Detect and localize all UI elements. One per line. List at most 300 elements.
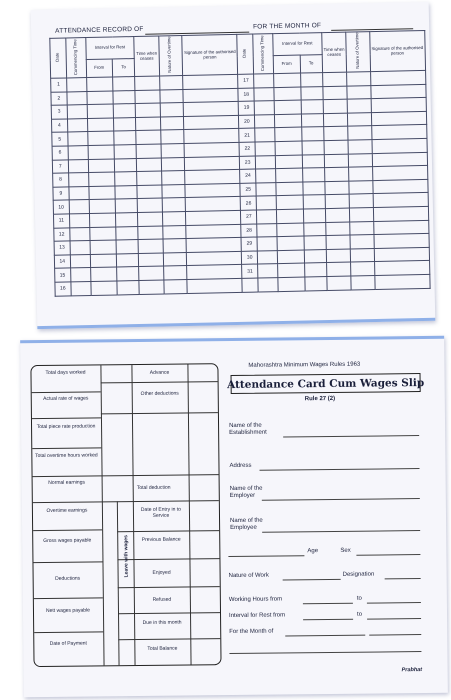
entry-cell <box>87 118 114 132</box>
date-cell: 8 <box>53 173 69 187</box>
entry-cell <box>87 104 114 118</box>
grid-hline <box>34 597 103 599</box>
field-address: Address <box>229 462 252 470</box>
field-hours-to: to <box>356 595 362 602</box>
entry-cell <box>274 100 301 114</box>
entry-cell <box>69 227 89 241</box>
wages-slip-sheet <box>20 336 448 697</box>
date-cell: 25 <box>240 183 256 197</box>
entry-cell <box>302 154 324 168</box>
col-interval: Interval for Rest <box>85 37 134 60</box>
entry-cell <box>139 280 164 294</box>
slip-title: Attendance Card Cum Wages Slip <box>231 373 421 394</box>
employee-line <box>262 530 420 533</box>
entry-cell <box>303 209 325 223</box>
entry-cell <box>117 267 139 281</box>
entry-cell <box>116 226 138 240</box>
entry-cell <box>68 146 88 160</box>
field-establishment: Name of the Establishment <box>229 422 267 437</box>
label-refused: Refused <box>152 596 172 603</box>
field-interval-rest: Interval for Rest from <box>229 612 286 620</box>
hours-to-line <box>367 602 421 604</box>
entry-cell <box>69 213 89 227</box>
date-cell: 19 <box>239 101 255 115</box>
entry-cell <box>184 142 240 157</box>
entry-cell <box>276 182 303 196</box>
entry-cell <box>183 88 239 103</box>
entry-cell <box>254 74 274 88</box>
entry-cell <box>304 263 326 277</box>
entry-cell <box>137 158 162 172</box>
entry-cell <box>372 179 428 194</box>
entry-cell <box>187 265 243 280</box>
entry-cell <box>324 167 349 181</box>
entry-cell <box>138 239 163 253</box>
label-total-deduction: Total deduction <box>136 484 171 492</box>
entry-cell <box>301 113 323 127</box>
field-month: For the Month of <box>229 628 274 636</box>
entry-cell <box>277 250 304 264</box>
entry-cell <box>302 168 324 182</box>
entry-cell <box>255 128 275 142</box>
label-due-this-month: Due in this month <box>142 619 182 626</box>
label-overtime-earnings: Overtime earnings <box>46 507 88 514</box>
entry-cell <box>89 199 116 213</box>
entry-cell <box>371 111 427 126</box>
col-overtime-2: Nature of Overtime <box>346 32 370 72</box>
col-ceases-2: Time when ceases <box>322 32 347 73</box>
entry-cell <box>373 220 429 235</box>
label-gross-wages: Gross wages payable <box>43 537 92 544</box>
entry-cell <box>185 183 241 198</box>
entry-cell <box>324 154 349 168</box>
field-sex: Sex <box>340 547 351 554</box>
entry-cell <box>350 235 374 249</box>
date-cell: 11 <box>53 214 69 228</box>
entry-cell <box>161 171 185 185</box>
entry-cell <box>347 99 371 113</box>
address-line <box>260 468 420 471</box>
entry-cell <box>161 143 185 157</box>
entry-cell <box>351 262 375 276</box>
date-cell: 4 <box>51 119 67 133</box>
entry-cell <box>183 74 239 89</box>
entry-cell <box>256 210 276 224</box>
entry-cell <box>68 186 88 200</box>
label-nett-wages: Nett wages payable <box>45 607 90 614</box>
extra-line <box>229 651 421 654</box>
entry-cell <box>90 267 117 281</box>
entry-cell <box>277 223 304 237</box>
entry-cell <box>136 130 161 144</box>
entry-cell <box>87 131 114 145</box>
entry-cell <box>88 159 115 173</box>
entry-cell <box>88 186 115 200</box>
month-line-2 <box>369 634 421 636</box>
entry-cell <box>139 266 164 280</box>
entry-cell <box>160 130 184 144</box>
attendance-record-sheet <box>31 2 436 329</box>
date-cell: 14 <box>54 255 70 269</box>
label-piece-rate: Total piece rate production <box>36 423 96 431</box>
month-line <box>285 635 365 637</box>
entry-cell <box>183 102 239 117</box>
entry-cell <box>371 98 427 113</box>
date-cell: 22 <box>240 142 256 156</box>
entry-cell <box>86 91 113 105</box>
entry-cell <box>303 195 325 209</box>
entry-cell <box>160 103 184 117</box>
entry-cell <box>278 263 305 277</box>
entry-cell <box>89 213 116 227</box>
entry-cell <box>116 212 138 226</box>
entry-cell <box>374 261 430 276</box>
entry-cell <box>185 197 241 212</box>
entry-cell <box>186 251 242 266</box>
entry-cell <box>117 280 139 294</box>
entry-cell <box>160 116 184 130</box>
rule-number: Rule 27 (2) <box>304 395 336 403</box>
entry-cell <box>300 86 322 100</box>
entry-cell <box>185 170 241 185</box>
label-normal-earnings: Normal earnings <box>48 479 86 486</box>
grid-hline <box>33 475 102 477</box>
designation-line <box>385 578 421 579</box>
attendance-table <box>49 30 430 296</box>
label-other-deductions: Other deductions <box>140 390 179 397</box>
entry-cell <box>348 112 372 126</box>
label-actual-rate: Actual rate of wages <box>43 395 89 402</box>
entry-cell <box>163 239 187 253</box>
entry-cell <box>373 234 429 249</box>
entry-cell <box>136 117 161 131</box>
interval-from-line <box>303 619 353 621</box>
entry-cell <box>183 115 239 130</box>
entry-cell <box>323 113 348 127</box>
date-cell: 9 <box>53 187 69 201</box>
entry-cell <box>184 129 240 144</box>
entry-cell <box>349 194 373 208</box>
entry-cell <box>370 70 426 85</box>
col-to: To <box>112 59 135 77</box>
publisher-logo: Prabhat <box>401 667 423 674</box>
entry-cell <box>323 99 348 113</box>
entry-cell <box>137 185 162 199</box>
attendance-record-title: ATTENDANCE RECORD OF <box>55 25 144 35</box>
entry-cell <box>322 72 347 86</box>
date-cell: 12 <box>54 227 70 241</box>
entry-cell <box>274 87 301 101</box>
entry-cell <box>135 90 160 104</box>
entry-cell <box>163 266 187 280</box>
entry-cell <box>257 237 277 251</box>
grid-hline <box>33 500 219 503</box>
date-cell: 13 <box>54 241 70 255</box>
col-interval-2: Interval for Rest <box>273 33 322 56</box>
month-label: FOR THE MONTH OF <box>253 22 322 31</box>
entry-cell <box>162 225 186 239</box>
entry-cell <box>274 73 301 87</box>
entry-cell <box>254 114 274 128</box>
col-commencing-2: Commencing Time <box>253 34 274 74</box>
label-date-of-entry: Date of Entry in to Service <box>140 506 181 519</box>
entry-cell <box>304 249 326 263</box>
entry-cell <box>135 103 160 117</box>
entry-cell <box>137 198 162 212</box>
date-cell: 27 <box>241 210 257 224</box>
entry-cell <box>88 145 115 159</box>
date-cell: 21 <box>239 128 255 142</box>
date-cell: 1 <box>51 78 67 92</box>
entry-cell <box>275 141 302 155</box>
entry-cell <box>350 208 374 222</box>
entry-cell <box>67 105 87 119</box>
entry-cell <box>113 104 135 118</box>
entry-cell <box>254 101 274 115</box>
employer-line <box>262 498 420 501</box>
entry-cell <box>351 275 375 289</box>
date-cell: 28 <box>241 224 257 238</box>
label-total-balance: Total Balance <box>147 645 178 652</box>
grid-hline <box>117 530 219 532</box>
entry-cell <box>348 153 372 167</box>
entry-cell <box>161 157 185 171</box>
entry-cell <box>278 277 305 291</box>
grid-hline <box>34 631 103 633</box>
entry-cell <box>162 198 186 212</box>
label-previous-balance: Previous Balance <box>141 536 181 543</box>
entry-cell <box>184 156 240 171</box>
entry-cell <box>373 193 429 208</box>
col-from-2: From <box>273 55 300 74</box>
entry-cell <box>326 222 351 236</box>
entry-cell <box>302 141 324 155</box>
entry-cell <box>255 155 275 169</box>
entry-cell <box>304 236 326 250</box>
entry-cell <box>186 237 242 252</box>
grid-hline <box>102 474 219 476</box>
col-overtime: Nature of Overtime <box>158 36 182 76</box>
entry-cell <box>136 144 161 158</box>
entry-cell <box>256 169 276 183</box>
date-cell: 3 <box>51 105 67 119</box>
date-cell: 29 <box>241 237 257 251</box>
entry-cell <box>371 125 427 140</box>
label-overtime-hours: Total overtime hours worked <box>35 452 98 460</box>
entry-cell <box>276 168 303 182</box>
label-deductions: Deductions <box>55 575 81 582</box>
entry-cell <box>372 166 428 181</box>
entry-cell <box>66 91 86 105</box>
entry-cell <box>138 226 163 240</box>
col-signature: Signature of the authorised person <box>182 34 238 75</box>
entry-cell <box>327 276 352 290</box>
entry-cell <box>348 126 372 140</box>
nature-line <box>283 579 341 581</box>
entry-cell <box>257 250 277 264</box>
entry-cell <box>275 155 302 169</box>
entry-cell <box>350 248 374 262</box>
entry-cell <box>67 118 87 132</box>
entry-cell <box>162 184 186 198</box>
entry-cell <box>370 84 426 99</box>
date-cell: 6 <box>52 146 68 160</box>
entry-cell <box>325 208 350 222</box>
entry-cell <box>348 140 372 154</box>
wages-grid <box>30 363 221 667</box>
entry-cell <box>68 159 88 173</box>
date-cell: 18 <box>238 88 254 102</box>
field-designation: Designation <box>342 571 375 578</box>
entry-cell <box>66 78 86 92</box>
label-total-days: Total days worked <box>45 369 86 376</box>
date-cell: 26 <box>241 196 257 210</box>
entry-cell <box>90 281 117 295</box>
entry-cell <box>325 194 350 208</box>
entry-cell <box>137 171 162 185</box>
entry-cell <box>326 235 351 249</box>
date-cell: 15 <box>55 268 71 282</box>
entry-cell <box>90 254 117 268</box>
field-interval-to: to <box>357 611 363 618</box>
date-cell: 2 <box>51 92 67 106</box>
entry-cell <box>89 226 116 240</box>
entry-cell <box>325 181 350 195</box>
grid-vline <box>100 365 104 665</box>
grid-hline <box>32 417 101 419</box>
entry-cell <box>371 138 427 153</box>
entry-cell <box>114 158 136 172</box>
entry-cell <box>347 72 371 86</box>
field-employee: Name of the Employee <box>230 517 263 532</box>
entry-cell <box>301 127 323 141</box>
entry-cell <box>164 279 188 293</box>
col-ceases: Time when ceases <box>134 36 159 77</box>
entry-cell <box>138 212 163 226</box>
date-cell: 31 <box>242 264 258 278</box>
grid-hline <box>32 447 101 449</box>
date-cell: 17 <box>238 74 254 88</box>
entry-cell <box>324 140 349 154</box>
entry-cell <box>135 76 160 90</box>
date-cell: 5 <box>52 132 68 146</box>
sex-line <box>356 554 420 556</box>
date-cell: 7 <box>52 160 68 174</box>
entry-cell <box>115 172 137 186</box>
entry-cell <box>115 199 137 213</box>
date-cell: 30 <box>242 251 258 265</box>
date-cell: 10 <box>53 200 69 214</box>
entry-cell <box>324 126 349 140</box>
entry-cell <box>68 173 88 187</box>
rules-title: Mahorashtra Minimum Wages Rules 1963 <box>248 361 361 369</box>
field-nature-of-work: Nature of Work <box>228 572 269 580</box>
date-cell: 16 <box>55 282 71 296</box>
entry-cell <box>349 167 373 181</box>
col-date: Date <box>50 38 66 78</box>
age-line <box>228 555 304 557</box>
date-cell: 20 <box>239 115 255 129</box>
entry-cell <box>300 73 322 87</box>
entry-cell <box>373 206 429 221</box>
entry-cell <box>276 209 303 223</box>
entry-cell <box>274 114 301 128</box>
grid-hline <box>32 391 101 393</box>
interval-to-line <box>367 618 421 620</box>
entry-cell <box>302 181 324 195</box>
leave-with-wages-label: Leave with wages <box>122 535 130 578</box>
grid-hline <box>118 638 220 640</box>
entry-cell <box>276 195 303 209</box>
col-from: From <box>86 59 113 78</box>
entry-cell <box>350 221 374 235</box>
entry-cell <box>116 253 138 267</box>
attendance-rows <box>51 70 430 295</box>
entry-cell <box>347 85 371 99</box>
entry-cell <box>374 247 430 262</box>
entry-cell <box>88 172 115 186</box>
entry-cell <box>256 196 276 210</box>
entry-cell <box>159 76 183 90</box>
grid-hline <box>101 381 218 383</box>
col-commencing: Commencing Time <box>65 38 86 78</box>
entry-cell <box>139 253 164 267</box>
entry-cell <box>301 100 323 114</box>
entry-cell <box>187 278 243 293</box>
entry-cell <box>70 268 90 282</box>
entry-cell <box>69 200 89 214</box>
entry-cell <box>163 252 187 266</box>
label-date-of-payment: Date of Payment <box>49 640 87 647</box>
entry-cell <box>372 152 428 167</box>
entry-cell <box>90 240 117 254</box>
col-signature-2: Signature of the authorised person <box>369 30 425 71</box>
entry-cell <box>374 274 430 289</box>
entry-cell <box>256 182 276 196</box>
entry-cell <box>255 142 275 156</box>
entry-cell <box>162 211 186 225</box>
entry-cell <box>113 90 135 104</box>
field-age: Age <box>307 548 319 555</box>
entry-cell <box>349 180 373 194</box>
entry-cell <box>326 249 351 263</box>
entry-cell <box>86 77 113 91</box>
entry-cell <box>116 240 138 254</box>
grid-hline <box>101 412 218 414</box>
entry-cell <box>275 127 302 141</box>
entry-cell <box>70 241 90 255</box>
establishment-line <box>283 435 419 437</box>
col-date-2: Date <box>237 34 253 74</box>
entry-cell <box>67 132 87 146</box>
date-cell: 23 <box>240 156 256 170</box>
entry-cell <box>185 210 241 225</box>
entry-cell <box>326 262 351 276</box>
label-advance: Advance <box>149 369 170 376</box>
field-employer: Name of the Employer <box>229 485 263 500</box>
entry-cell <box>257 223 277 237</box>
entry-cell <box>70 281 90 295</box>
entry-cell <box>70 254 90 268</box>
col-to-2: To <box>300 55 323 73</box>
entry-cell <box>113 77 135 91</box>
entry-cell <box>186 224 242 239</box>
entry-cell <box>258 277 278 291</box>
label-enjoyed: Enjoyed <box>152 569 171 576</box>
entry-cell <box>323 86 348 100</box>
hours-from-line <box>303 603 353 605</box>
entry-cell <box>114 144 136 158</box>
